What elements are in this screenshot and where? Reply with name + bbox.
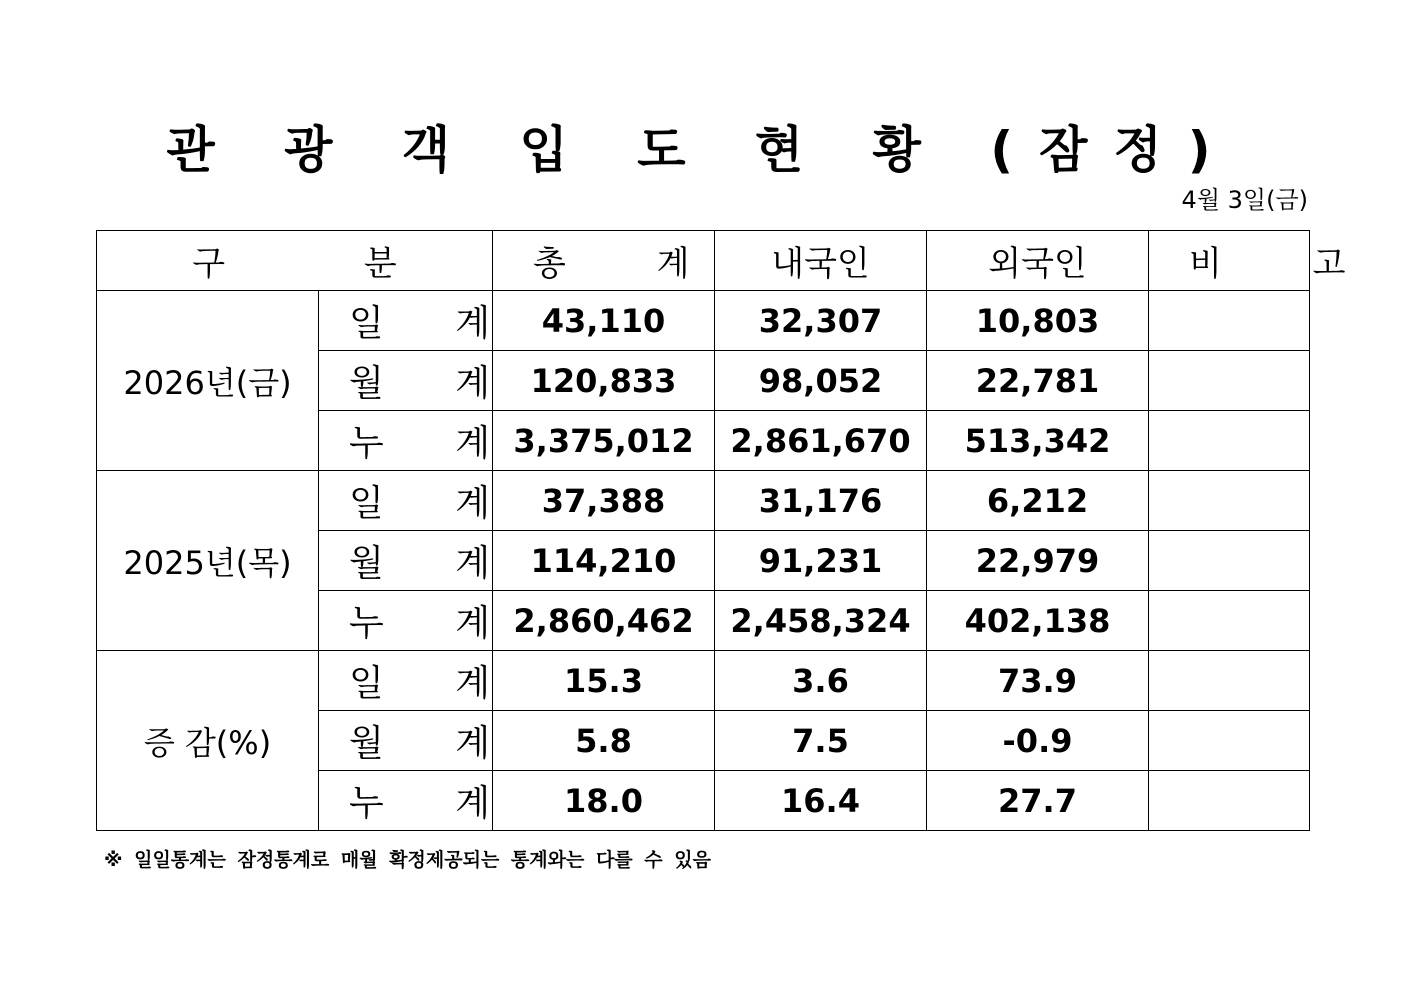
domestic-value: 2,458,324 [715, 591, 927, 651]
group-label-change: 증 감(%) [97, 651, 319, 831]
domestic-value: 98,052 [715, 351, 927, 411]
table-row [97, 651, 1310, 711]
total-value: 120,833 [493, 351, 715, 411]
domestic-value: 91,231 [715, 531, 927, 591]
remarks-cell [1149, 711, 1310, 771]
row-type-label: 누 계 [319, 591, 493, 651]
foreign-value: 22,979 [927, 531, 1149, 591]
header-total: 총 계 [493, 231, 715, 291]
domestic-value: 2,861,670 [715, 411, 927, 471]
domestic-value: 3.6 [715, 651, 927, 711]
row-type-label: 일 계 [319, 651, 493, 711]
total-value: 37,388 [493, 471, 715, 531]
table-row [97, 291, 1310, 351]
foreign-value: 402,138 [927, 591, 1149, 651]
domestic-value: 7.5 [715, 711, 927, 771]
table-header-row [97, 231, 1310, 291]
row-type-label: 일 계 [319, 291, 493, 351]
table-row [97, 471, 1310, 531]
header-category: 구 분 [97, 231, 493, 291]
foreign-value: 27.7 [927, 771, 1149, 831]
foreign-value: 10,803 [927, 291, 1149, 351]
total-value: 5.8 [493, 711, 715, 771]
remarks-cell [1149, 351, 1310, 411]
footnote: ※ 일일통계는 잠정통계로 매월 확정제공되는 통계와는 다를 수 있음 [104, 849, 711, 871]
domestic-value: 31,176 [715, 471, 927, 531]
row-type-label: 월 계 [319, 711, 493, 771]
report-date: 4월 3일(금) [1181, 186, 1308, 214]
group-label-2025: 2025년(목) [97, 471, 319, 651]
foreign-value: 6,212 [927, 471, 1149, 531]
row-type-label: 월 계 [319, 531, 493, 591]
total-value: 3,375,012 [493, 411, 715, 471]
foreign-value: 22,781 [927, 351, 1149, 411]
remarks-cell [1149, 471, 1310, 531]
domestic-value: 16.4 [715, 771, 927, 831]
remarks-cell [1149, 411, 1310, 471]
foreign-value: 513,342 [927, 411, 1149, 471]
page-title: 관 광 객 입 도 현 황 (잠정) [166, 121, 1237, 179]
total-value: 18.0 [493, 771, 715, 831]
total-value: 43,110 [493, 291, 715, 351]
header-remarks: 비 고 [1149, 231, 1310, 291]
row-type-label: 누 계 [319, 771, 493, 831]
row-type-label: 누 계 [319, 411, 493, 471]
remarks-cell [1149, 591, 1310, 651]
total-value: 15.3 [493, 651, 715, 711]
total-value: 2,860,462 [493, 591, 715, 651]
remarks-cell [1149, 291, 1310, 351]
header-foreign: 외국인 [927, 231, 1149, 291]
remarks-cell [1149, 651, 1310, 711]
foreign-value: -0.9 [927, 711, 1149, 771]
remarks-cell [1149, 531, 1310, 591]
total-value: 114,210 [493, 531, 715, 591]
visitor-stats-table [96, 230, 1386, 831]
header-domestic: 내국인 [715, 231, 927, 291]
remarks-cell [1149, 771, 1310, 831]
foreign-value: 73.9 [927, 651, 1149, 711]
row-type-label: 일 계 [319, 471, 493, 531]
domestic-value: 32,307 [715, 291, 927, 351]
group-label-2026: 2026년(금) [97, 291, 319, 471]
row-type-label: 월 계 [319, 351, 493, 411]
